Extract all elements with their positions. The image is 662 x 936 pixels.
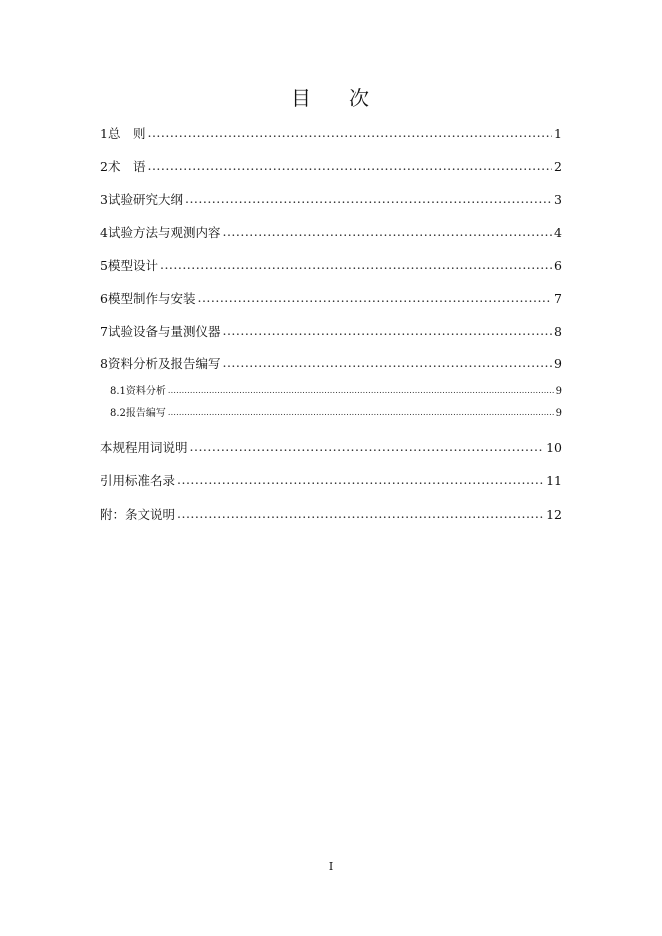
toc-entry-label: 附：条文说明 (100, 507, 176, 522)
toc-entry-number: 5 (100, 258, 108, 273)
toc-entry-label: 报告编写 (125, 408, 166, 419)
toc-entry-7[interactable] (100, 324, 562, 340)
toc-leader-dots (177, 472, 544, 488)
title-char-1: 目 (291, 86, 313, 110)
toc-entry-label: 总 则 (107, 126, 146, 141)
toc-entry-page: 1 (554, 126, 562, 141)
toc-leader-dots (160, 257, 552, 273)
toc-entry-number: 6 (100, 291, 108, 306)
toc-leader-dots (222, 323, 552, 339)
toc-entry-page: 7 (554, 291, 562, 306)
toc-entry-label: 模型制作与安装 (107, 291, 196, 306)
toc-entry-2[interactable] (100, 159, 562, 175)
toc-leader-dots (147, 158, 552, 174)
toc-leader-dots (185, 191, 552, 207)
toc-entry-page: 11 (546, 473, 562, 488)
toc-entry-label: 资料分析及报告编写 (107, 356, 221, 371)
toc-entry-page: 3 (554, 192, 562, 207)
toc-leader-dots (168, 384, 554, 397)
toc-entry-label: 引用标准名录 (100, 473, 176, 488)
toc-entry-4[interactable] (100, 225, 562, 241)
toc-entry-page: 8 (554, 324, 562, 339)
page-title (0, 84, 662, 112)
toc-entry-number: 8.2 (110, 408, 126, 419)
toc-entry-number: 3 (100, 192, 108, 207)
toc-entry-appendix[interactable] (100, 507, 562, 523)
toc-entry-page: 9 (554, 356, 562, 371)
toc-entry-3[interactable] (100, 192, 562, 208)
toc-leader-dots (168, 406, 554, 419)
toc-entry-label: 术 语 (107, 159, 146, 174)
toc-subentry-8-2[interactable] (110, 407, 562, 420)
toc-entry-number: 8 (100, 356, 108, 371)
toc-entry-page: 6 (554, 258, 562, 273)
toc-entry-page: 12 (546, 507, 562, 522)
toc-entry-label: 试验研究大纲 (107, 192, 183, 207)
toc-entry-number: 7 (100, 324, 108, 339)
toc-entry-referenced-standards[interactable] (100, 473, 562, 489)
toc-entry-number: 8.1 (110, 386, 126, 397)
toc-entry-terms-usage[interactable] (100, 440, 562, 456)
toc-entry-page: 2 (554, 159, 562, 174)
toc-entry-label: 本规程用词说明 (100, 440, 188, 455)
toc-leader-dots (197, 290, 552, 306)
toc-entry-6[interactable] (100, 291, 562, 307)
toc-entry-label: 模型设计 (107, 258, 158, 273)
title-char-2: 次 (349, 86, 371, 110)
toc-subentry-8-1[interactable] (110, 385, 562, 398)
toc-entry-page: 10 (546, 440, 562, 455)
toc-leader-dots (222, 224, 552, 240)
toc-entry-5[interactable] (100, 258, 562, 274)
toc-entry-number: 4 (100, 225, 108, 240)
toc-entry-label: 试验设备与量测仪器 (107, 324, 221, 339)
page-number: I (328, 860, 334, 873)
toc-entry-number: 2 (100, 159, 108, 174)
toc-entry-label: 试验方法与观测内容 (107, 225, 221, 240)
toc-entry-page: 4 (554, 225, 562, 240)
toc-leader-dots (147, 125, 552, 141)
toc-entry-8[interactable] (100, 356, 562, 372)
toc-leader-dots (177, 506, 544, 522)
toc-entry-page: 9 (555, 408, 562, 419)
toc-leader-dots (190, 439, 545, 455)
toc-entry-page: 9 (555, 386, 562, 397)
toc-entry-number: 1 (100, 126, 108, 141)
toc-entry-1[interactable] (100, 126, 562, 142)
toc-leader-dots (222, 355, 552, 371)
toc-entry-label: 资料分析 (125, 386, 166, 397)
